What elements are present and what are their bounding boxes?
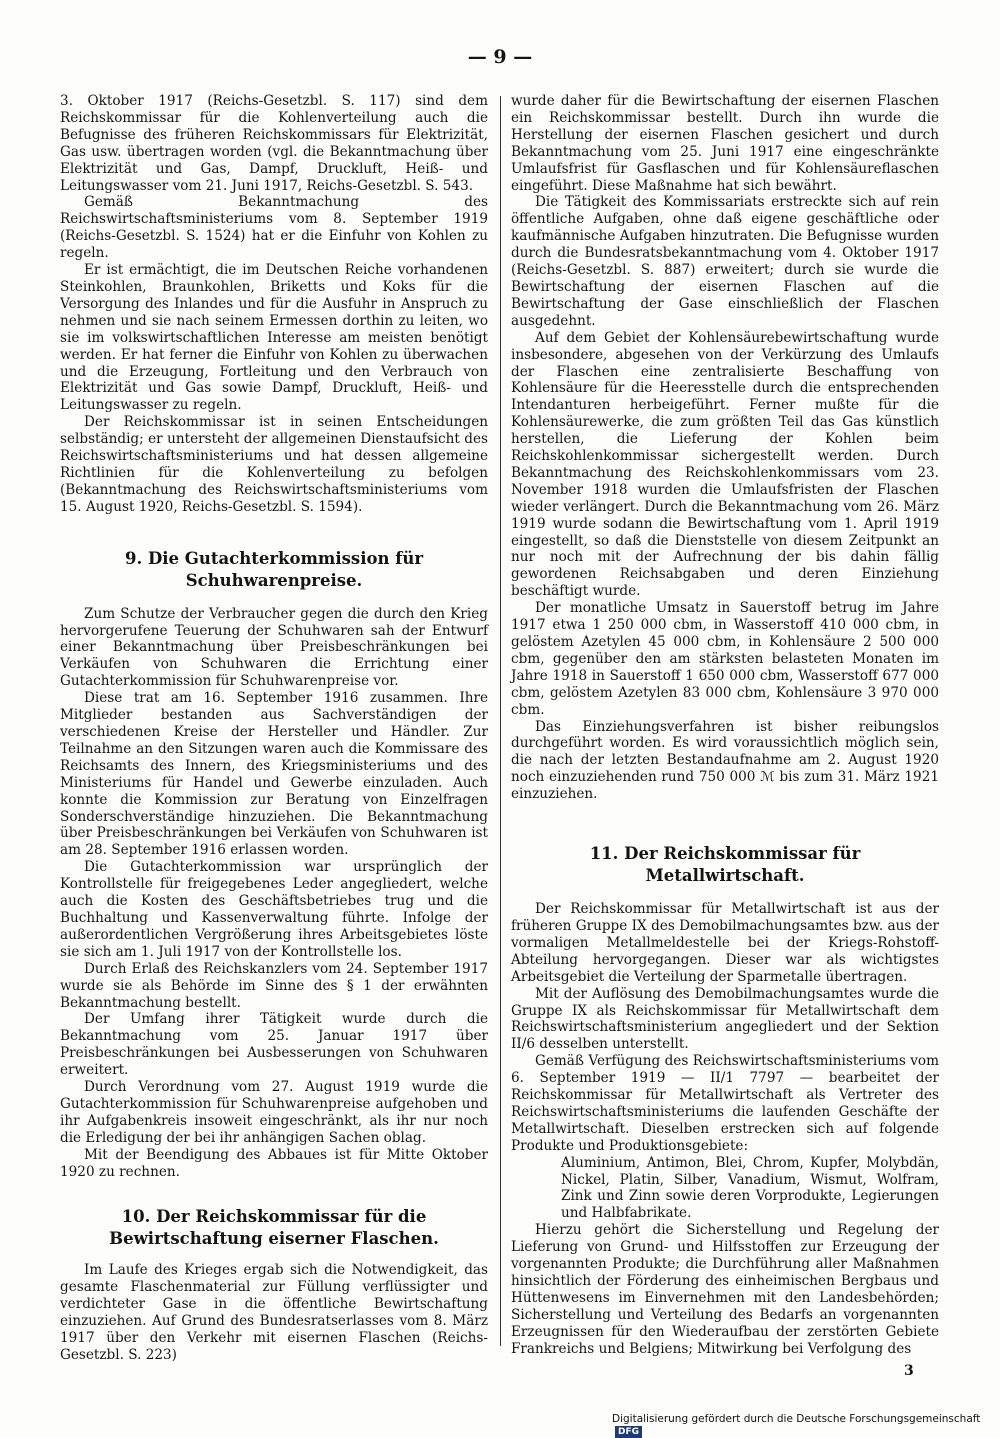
right-column: [511, 93, 939, 1358]
digitization-footer: [612, 1413, 1000, 1438]
dfg-logo: DFG: [615, 1426, 642, 1438]
paragraph: Diese trat am 16. September 1916 zusammen. Ihre Mitglieder bestanden aus Sachverständigen der verschiedenen Kreise der Hersteller und Händler. Zur Teilnahme an den Sitzungen waren auch die Kommissare des Reichsamts des Innern, des Kriegsministeriums und des Ministeriums für Handel und Gewerbe einzuladen. Auch konnte die Kommission zur Beratung von Einzelfragen Sonderschverständige hinzuziehen. Die Bekanntmachung über Preisbeschränkungen bei Verkäufen von Schuhwaren ist am 28. September 1916 erlassen worden.: [60, 690, 488, 859]
column-divider: [500, 96, 501, 1346]
paragraph: Mit der Beendigung des Abbaues ist für Mitte Oktober 1920 zu rechnen.: [60, 1146, 488, 1180]
paragraph: Mit der Auflösung des Demobilmachungsamtes wurde die Gruppe IX als Reichskommissar für Metallwirtschaft dem Reichswirtschaftsministerium angegliedert und der Sektion II/6 desselben unterstellt.: [511, 985, 939, 1053]
section-heading-11: 11. Der Reichskommissar für Metallwirtschaft.: [589, 844, 861, 886]
section-heading-9: 9. Die Gutachterkommission für Schuhwarenpreise.: [124, 548, 424, 590]
left-column: [60, 93, 488, 1364]
paragraph: Er ist ermächtigt, die im Deutschen Reiche vorhandenen Steinkohlen, Braunkohlen, Briketts und Koks für die Versorgung des Inlandes und für die Ausfuhr in Anspruch zu nehmen und sie nach seinem Ermessen dorthin zu leiten, wo sie im volkswirtschaftlichen Interesse am meisten benötigt werden. Er hat ferner die Einfuhr von Kohlen zu überwachen und die Erzeugung, Fortleitung und den Verbrauch von Elektrizität und Gas sowie Dampf, Druckluft, Heiß- und Leitungswasser zu regeln.: [60, 262, 488, 414]
paragraph: Der Umfang ihrer Tätigkeit wurde durch die Bekanntmachung vom 25. Januar 1917 über Preisbeschränkungen bei Ausbesserungen von Schuhwaren erweitert.: [60, 1011, 488, 1079]
paragraph: Das Einziehungsverfahren ist bisher reibungslos durchgeführt worden. Es wird voraussichtlich möglich sein, die nach der letzten Bestandaufnahme am 2. August 1920 noch einzuziehenden rund 750 000 ℳ bis zum 31. März 1921 einzuziehen.: [511, 718, 939, 803]
paragraph: Der Reichskommissar für Metallwirtschaft ist aus der früheren Gruppe IX des Demobilmachungsamtes bzw. aus der vormaligen Metallmeldestelle bei der Kriegs-Rohstoff-Abteilung hervorgegangen. Dieser war als wichtigstes Arbeitsgebiet die Verteilung der Sparmetalle übertragen.: [511, 901, 939, 985]
paragraph: Auf dem Gebiet der Kohlensäurebewirtschaftung wurde insbesondere, abgesehen von der Verkürzung des Umlaufs der Flaschen eine zentralisierte Beschaffung von Kohlensäure für die Heeresstelle durch die entsprechenden Intendanturen herbeigeführt. Ferner mußte für die Kohlensäurewerke, die zum größten Teil das Gas künstlich herstellen, die Lieferung der Kohlen beim Reichskohlenkommissar sichergestellt werden. Durch Bekanntmachung des Reichskohlenkommissars vom 23. November 1918 wurden die Umlaufsfristen der Flaschen wieder verlängert. Durch die Bekanntmachung vom 26. März 1919 wurde sodann die Bewirtschaftung vom 1. April 1919 eingestellt, so daß die Dienststelle von diesem Zeitpunkt an nur noch mit der Aufrechnung der bis dahin fällig gewordenen Reichsabgaben und deren Einziehung beschäftigt wurde.: [511, 329, 939, 600]
paragraph: Zum Schutze der Verbraucher gegen die durch den Krieg hervorgerufene Teuerung der Schuhwaren sah der Entwurf einer Bekanntmachung über Preisbeschränkungen bei Verkäufen von Schuhwaren die Errichtung einer Gutachterkommission für Schuhwarenpreise vor.: [60, 605, 488, 690]
paragraph: Durch Erlaß des Reichskanzlers vom 24. September 1917 wurde sie als Behörde im Sinne des § 1 der erwähnten Bekanntmachung bestellt.: [60, 960, 488, 1011]
paragraph: Die Tätigkeit des Kommissariats erstreckte sich auf rein öffentliche Aufgaben, ohne daß eigene geschäftliche oder kaufmännische Aufgaben hinzutraten. Die Befugnisse wurden durch die Bundesratsbekanntmachung vom 4. Oktober 1917 (Reichs-Gesetzbl. S. 887) erweitert; durch sie wurde die Bewirtschaftung der eisernen Flaschen auf die Bewirtschaftung der Gase einschließlich der Flaschen ausgedehnt.: [511, 194, 939, 329]
paragraph: Der Reichskommissar ist in seinen Entscheidungen selbständig; er untersteht der allgemeinen Dienstaufsicht des Reichswirtschaftsministeriums und hat dessen allgemeine Richtlinien für die Kohlenverteilung zu befolgen (Bekanntmachung des Reichswirtschaftsministeriums vom 15. August 1920, Reichs-Gesetzbl. S. 1594).: [60, 414, 488, 515]
section-heading-10: 10. Der Reichskommissar für die Bewirtschaftung eiserner Flaschen.: [109, 1207, 439, 1249]
paragraph: Gemäß Verfügung des Reichswirtschaftsministeriums vom 6. September 1919 — II/1 7797 — bearbeitet der Reichskommissar für Metallwirtschaft als Vertreter des Reichswirtschaftsministeriums die laufenden Geschäfte der Metallwirtschaft. Dieselben erstrecken sich auf folgende Produkte und Produktionsgebiete:: [511, 1053, 939, 1154]
paragraph: wurde daher für die Bewirtschaftung der eisernen Flaschen ein Reichskommissar bestellt. Durch ihn wurde die Herstellung der eisernen Flaschen gesichert und durch Bekanntmachung vom 25. Juni 1917 eine eingeschränkte Umlaufsfrist für Gasflaschen und für Kohlensäureflaschen eingeführt. Diese Maßnahme hat sich bewährt.: [511, 93, 939, 194]
paragraph: Die Gutachterkommission war ursprünglich der Kontrollstelle für freigegebenes Leder angegliedert, welche auch die Kosten des Geschäftsbetriebes trug und die Buchhaltung und Kassenverwaltung führte. Infolge der außerordentlichen Vergrößerung ihres Arbeitsgebietes löste sie sich am 1. Juli 1917 von der Kontrollstelle los.: [60, 859, 488, 960]
metal-list: Aluminium, Antimon, Blei, Chrom, Kupfer, Molybdän, Nickel, Platin, Silber, Vanadium, Wismut, Wolfram, Zink und Zinn sowie deren Vorprodukte, Legierungen und Halbfabrikate.: [561, 1154, 939, 1222]
signature-mark: 3: [904, 1363, 914, 1379]
paragraph: Im Laufe des Krieges ergab sich die Notwendigkeit, das gesamte Flaschenmaterial zur Füllung verflüssigter und verdichteter Gase in die öffentliche Bewirtschaftung einzuziehen. Auf Grund des Bundesratserlasses vom 8. März 1917 über den Verkehr mit eisernen Flaschen (Reichs-Gesetzbl. S. 223): [60, 1262, 488, 1363]
page-number: — 9 —: [467, 46, 533, 68]
paragraph: Gemäß Bekanntmachung des Reichswirtschaftsministeriums vom 8. September 1919 (Reichs-Gesetzbl. S. 1524) hat er die Einfuhr von Kohlen zu regeln.: [60, 194, 488, 262]
paragraph: Durch Verordnung vom 27. August 1919 wurde die Gutachterkommission für Schuhwarenpreise aufgehoben und ihr Aufgabenkreis insoweit eingeschränkt, als ihr nur noch die Erledigung der bei ihr anhängigen Sachen oblag.: [60, 1079, 488, 1146]
footer-text: Digitalisierung gefördert durch die Deutsche Forschungsgemeinschaft: [612, 1413, 981, 1425]
paragraph: Der monatliche Umsatz in Sauerstoff betrug im Jahre 1917 etwa 1 250 000 cbm, in Wasserstoff 410 000 cbm, in gelöstem Azetylen 45 000 cbm, in Kohlensäure 2 500 000 cbm, gegenüber den am stärksten belasteten Monaten im Jahre 1918 in Sauerstoff 1 650 000 cbm, Wasserstoff 677 000 cbm, gelöstem Azetylen 83 000 cbm, Kohlensäure 3 970 000 cbm.: [511, 600, 939, 718]
paragraph: 3. Oktober 1917 (Reichs-Gesetzbl. S. 117) sind dem Reichskommissar für die Kohlenverteilung auch die Befugnisse des früheren Reichskommissars für Elektrizität, Gas usw. übertragen worden (vgl. die Bekanntmachung über Elektrizität und Gas, Dampf, Druckluft, Heiß- und Leitungswasser vom 21. Juni 1917, Reichs-Gesetzbl. S. 543.: [60, 93, 488, 194]
paragraph: Hierzu gehört die Sicherstellung und Regelung der Lieferung von Grund- und Hilfsstoffen zur Erzeugung der vorgenannten Produkte; die Durchführung aller Maßnahmen hinsichtlich der Förderung des einheimischen Bergbaus und Hüttenwesens im Einvernehmen mit den Landesbehörden; Sicherstellung und Verteilung des Bedarfs an vorgenannten Erzeugnissen für den Wiederaufbau der zerstörten Gebiete Frankreichs und Belgiens; Mitwirkung bei Verfolgung des: [511, 1222, 939, 1357]
